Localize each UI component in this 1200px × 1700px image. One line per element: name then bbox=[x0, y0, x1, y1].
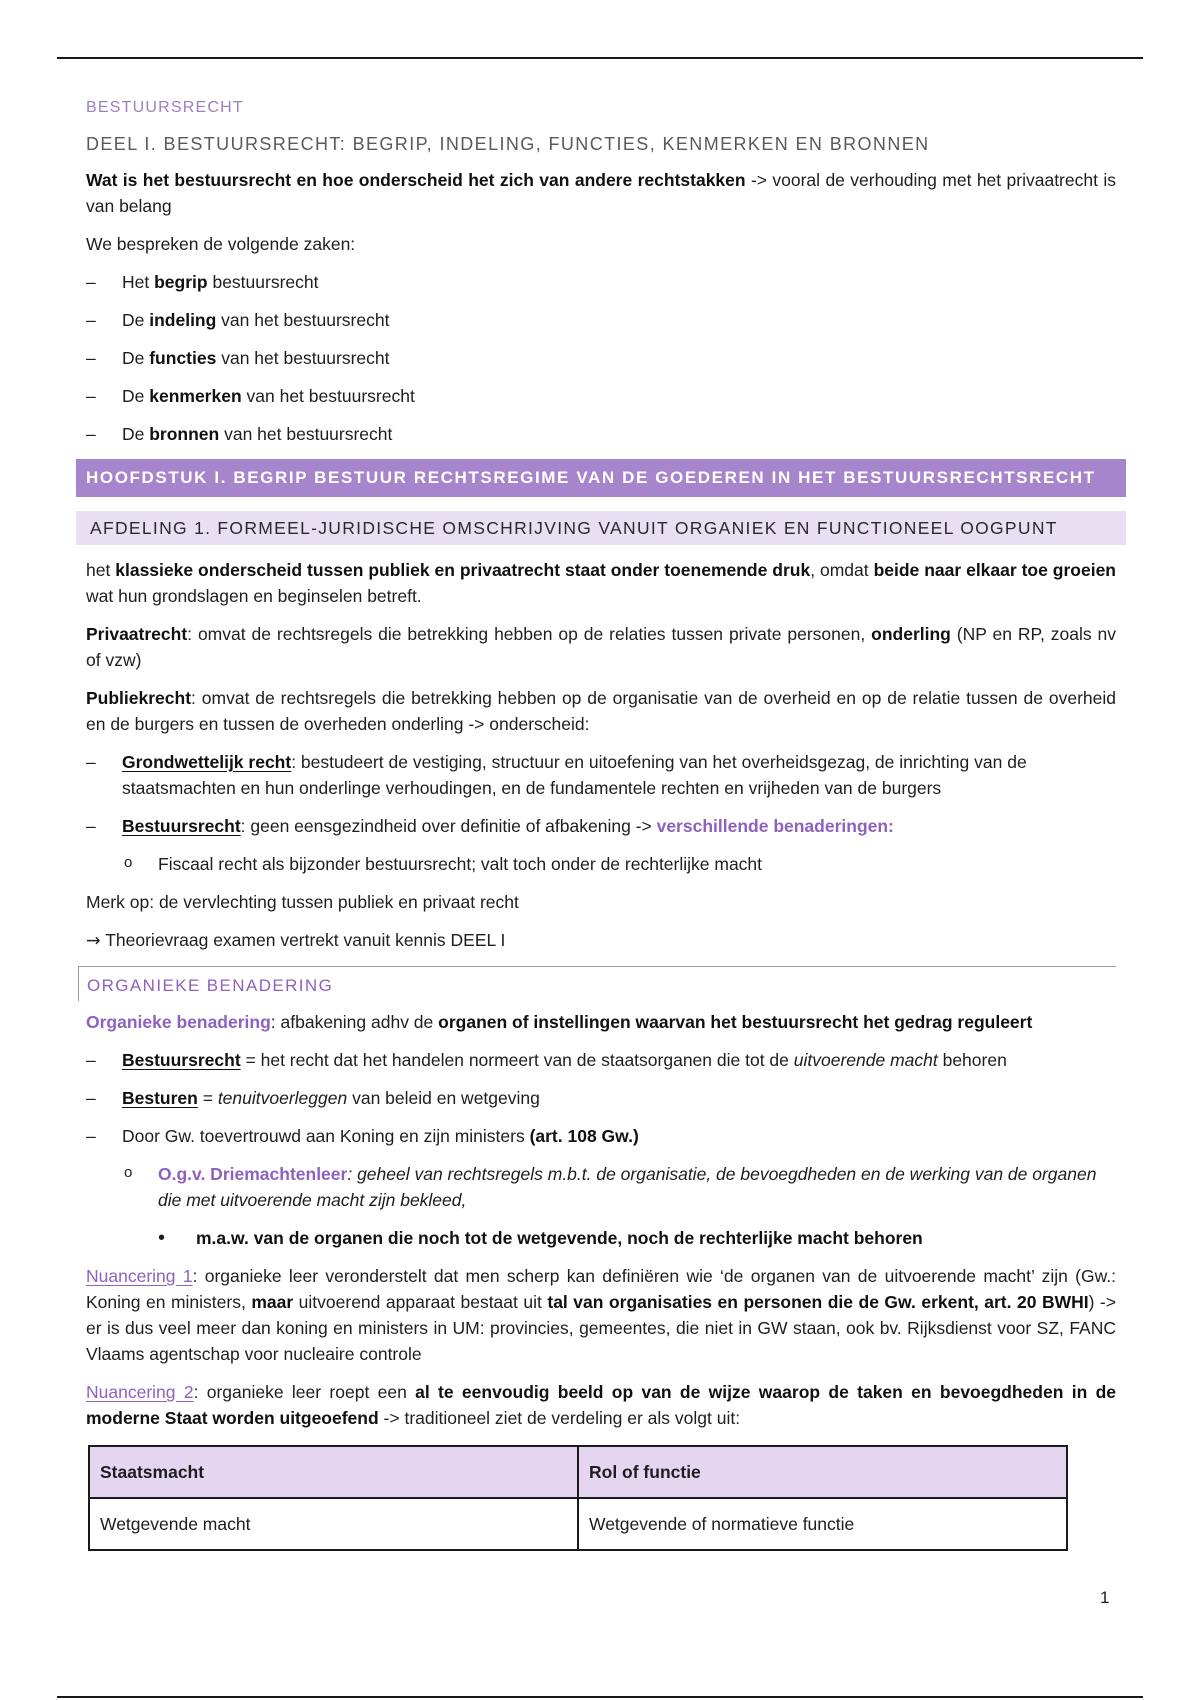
paragraph-privaatrecht: Privaatrecht: omvat de rechtsregels die betrekking hebben op de relaties tussen private personen, onderling (NP en RP, zoals nv of vzw) bbox=[86, 624, 1116, 670]
document-kicker: BESTUURSRECHT bbox=[86, 99, 244, 116]
bottom-rule bbox=[57, 1696, 1143, 1698]
list-item: – Bestuursrecht: geen eensgezindheid over definitie of afbakening -> verschillende benaderingen: bbox=[86, 813, 1116, 839]
bullet-list-item: • m.a.w. van de organen die noch tot de wetgevende, noch de rechterlijke macht behoren bbox=[86, 1225, 1116, 1251]
document-page bbox=[86, 95, 1116, 1551]
section-heading: AFDELING 1. FORMEEL-JURIDISCHE OMSCHRIJVING VANUIT ORGANIEK EN FUNCTIONEEL OOGPUNT bbox=[76, 511, 1126, 545]
table-header-cell: Staatsmacht bbox=[89, 1446, 578, 1498]
powers-table bbox=[88, 1445, 1068, 1551]
paragraph-publiekrecht: Publiekrecht: omvat de rechtsregels die betrekking hebben op de organisatie van de overheid en op de relatie tussen de overheid en de burgers en tussen de overheden onderling -> onderscheid: bbox=[86, 688, 1116, 734]
list-item: – Grondwettelijk recht: bestudeert de vestiging, structuur en uitoefening van het overheidsgezag, de inrichting van de staatsmachten en hun onderlinge verhoudingen, en de fundamentele rechten en vrijheden van de burgers bbox=[86, 749, 1116, 801]
list-item: – Besturen = tenuitvoerleggen van beleid en wetgeving bbox=[86, 1085, 1116, 1111]
chapter-heading: HOOFDSTUK I. BEGRIP BESTUUR RECHTSREGIME VAN DE GOEDEREN IN HET BESTUURSRECHTSRECHT bbox=[76, 459, 1126, 497]
table-row bbox=[89, 1498, 1067, 1550]
table-header-cell: Rol of functie bbox=[578, 1446, 1067, 1498]
list-item: – Bestuursrecht = het recht dat het handelen normeert van de staatsorganen die tot de uitvoerende macht behoren bbox=[86, 1047, 1116, 1073]
page-number: 1 bbox=[1100, 1588, 1110, 1607]
part-title: DEEL I. BESTUURSRECHT: BEGRIP, INDELING, FUNCTIES, KENMERKEN EN BRONNEN bbox=[86, 134, 930, 154]
list-item: – Het begrip bestuursrecht bbox=[86, 269, 1116, 295]
table-header-row bbox=[89, 1446, 1067, 1498]
sub-list-item: o O.g.v. Driemachtenleer: geheel van rechtsregels m.b.t. de organisatie, de bevoegdheden en de werking van de organen die met uitvoerende macht zijn bekleed, bbox=[86, 1161, 1116, 1213]
subsection-heading: ORGANIEKE BENADERING bbox=[78, 966, 1116, 1001]
list-item: – De bronnen van het bestuursrecht bbox=[86, 421, 1116, 447]
list-item: – De indeling van het bestuursrecht bbox=[86, 307, 1116, 333]
intro-question: Wat is het bestuursrecht en hoe onderscheid het zich van andere rechtstakken -> vooral de verhouding met het privaatrecht is van belang bbox=[86, 170, 1116, 216]
note-theorievraag: → Theorievraag examen vertrekt vanuit kennis DEEL I bbox=[86, 930, 506, 951]
table-cell: Wetgevende of normatieve functie bbox=[578, 1498, 1067, 1550]
paragraph-distinction: het klassieke onderscheid tussen publiek en privaatrecht staat onder toenemende druk, omdat beide naar elkaar toe groeien wat hun grondslagen en beginselen betreft. bbox=[86, 560, 1116, 606]
intro-lead: We bespreken de volgende zaken: bbox=[86, 234, 356, 254]
table-cell: Wetgevende macht bbox=[89, 1498, 578, 1550]
arrow-right-icon: → bbox=[86, 931, 101, 951]
list-item: – De functies van het bestuursrecht bbox=[86, 345, 1116, 371]
sub-list-item: o Fiscaal recht als bijzonder bestuursrecht; valt toch onder de rechterlijke macht bbox=[86, 851, 1116, 877]
note-merk-op: Merk op: de vervlechting tussen publiek en privaat recht bbox=[86, 892, 519, 912]
list-item: – Door Gw. toevertrouwd aan Koning en zijn ministers (art. 108 Gw.) bbox=[86, 1123, 1116, 1149]
nuancering-2: Nuancering 2: organieke leer roept een al te eenvoudig beeld op van de wijze waarop de taken en bevoegdheden in de moderne Staat worden uitgeoefend -> traditioneel ziet de verdeling er als volgt uit: bbox=[86, 1382, 1116, 1428]
nuancering-1: Nuancering 1: organieke leer veronderstelt dat men scherp kan definiëren wie ‘de organen van de uitvoerende macht’ zijn (Gw.: Koning en ministers, maar uitvoerend apparaat bestaat uit tal van organisaties en personen die de Gw. erkent, art. 20 BWHI) -> er is dus veel meer dan koning en ministers in UM: provincies, gemeentes, die niet in GW staan, ook bv. Rijksdienst voor SZ, FANC Vlaams agentschap voor nucleaire controle bbox=[86, 1266, 1116, 1364]
top-rule bbox=[57, 57, 1143, 59]
definition-organiek: Organieke benadering: afbakening adhv de organen of instellingen waarvan het bestuursrecht het gedrag reguleert bbox=[86, 1012, 1033, 1032]
list-item: – De kenmerken van het bestuursrecht bbox=[86, 383, 1116, 409]
